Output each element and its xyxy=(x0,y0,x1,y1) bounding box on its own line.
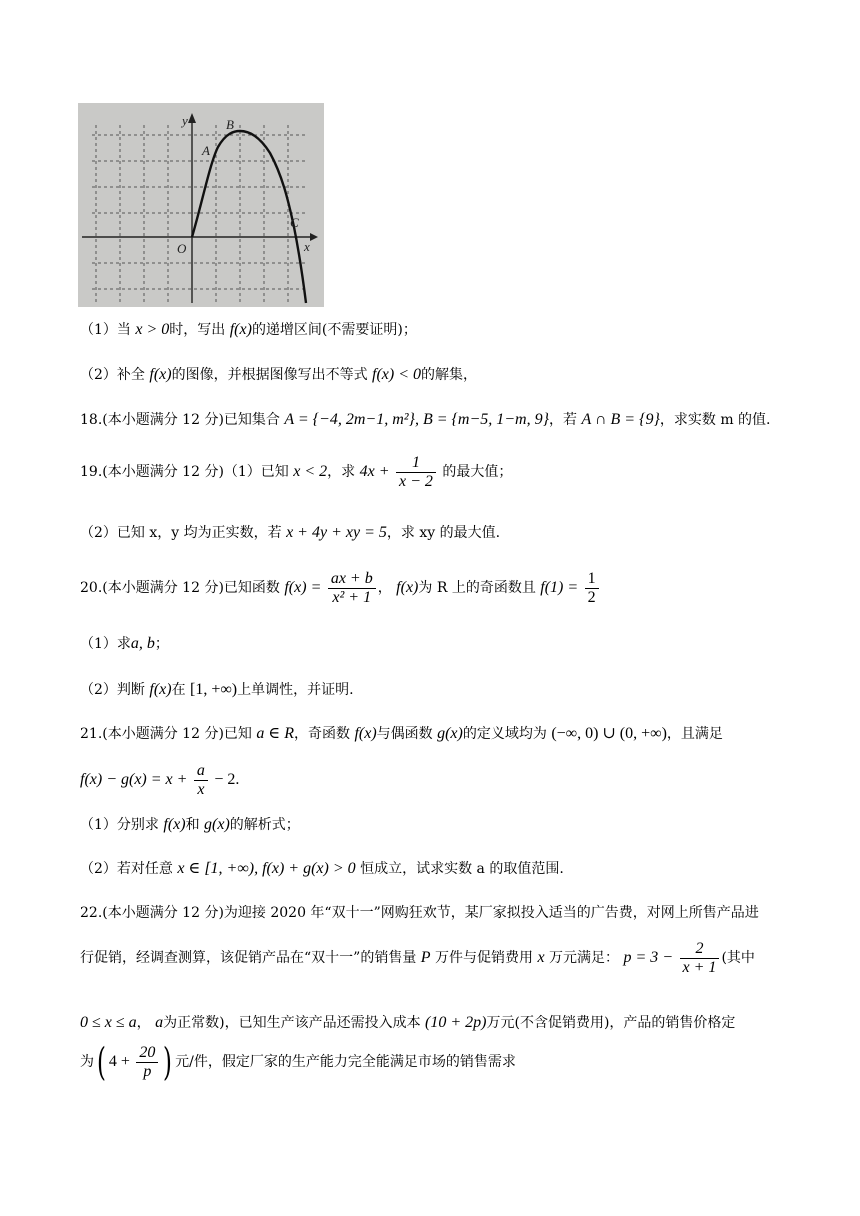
q17-p2-text-c: 的解集， xyxy=(421,367,478,383)
q22-line3 xyxy=(80,1013,735,1033)
q20-p2-text-c: 上单调性，并证明. xyxy=(237,682,354,698)
q17-p2-number: （2） xyxy=(80,367,117,383)
q22-l3-cost: (10 + 2p) xyxy=(425,1014,487,1031)
q19-p2-text-b: ，求 xy 的最大值. xyxy=(386,525,501,541)
q22-l3-var-a: a xyxy=(155,1014,164,1031)
q20-half-numerator: 1 xyxy=(585,570,599,589)
q19-expression-a: 4x + xyxy=(359,463,390,481)
q18-heading: 18.(本小题满分 12 分)已知集合 xyxy=(80,412,280,428)
q22-l2-var-x: x xyxy=(537,949,545,967)
q20 xyxy=(80,570,601,606)
q18-intersection-condition: A ∩ B = {9} xyxy=(581,411,660,428)
q22-l2-text-a: 行促销，经调查测算，该促销产品在“双十一”的销售量 xyxy=(80,950,417,967)
q17-part1 xyxy=(80,320,417,340)
q20-function-name: f(x) xyxy=(396,579,419,597)
q20-p2-function: f(x) xyxy=(149,681,172,698)
q21-mid-text-a: ，奇函数 xyxy=(293,726,350,742)
q22-l2-text-d: (其中 xyxy=(721,950,755,967)
q20-f1: f(1) = xyxy=(540,579,579,597)
q19-condition: x < 2 xyxy=(293,463,328,481)
q21 xyxy=(80,724,723,744)
q19-part2 xyxy=(80,523,500,543)
q21-p1-function-g: g(x) xyxy=(204,816,230,833)
q22-fraction xyxy=(680,940,720,976)
q22-l3-condition: 0 ≤ x ≤ a xyxy=(80,1014,137,1031)
q21-p1-text-c: 的解析式； xyxy=(229,817,300,833)
label-point-b: B xyxy=(226,117,234,132)
q21-p1-text-a: （1）分别求 xyxy=(80,817,159,833)
q18-tail-text: ，求实数 m 的值. xyxy=(659,412,771,428)
q19-mid-text: ，求 xyxy=(327,464,356,481)
q21-condition: a ∈ R xyxy=(256,725,294,742)
q22-l2-text-c: 万元满足： xyxy=(549,950,620,967)
q22-l3-text-b: 为正常数)，已知生产该产品还需投入成本 xyxy=(163,1015,421,1031)
q17-p1-number: （1） xyxy=(80,322,117,338)
q21-domain: (−∞, 0) ∪ (0, +∞) xyxy=(551,725,667,742)
q22-fraction-numerator: 2 xyxy=(680,940,720,959)
q21-fraction-denominator: x xyxy=(197,780,205,798)
q22-l3-comma: ， xyxy=(136,1015,151,1031)
q19-p2-text-a: （2）已知 x，y 均为正实数，若 xyxy=(80,525,282,541)
q20-p1-text-a: （1）求 xyxy=(80,636,131,652)
q22-heading-text: 22.(本小题满分 12 分)为迎接 2020 年“双十一”网购狂欢节，某厂家拟投入适当的广告费，对网上所售产品进 xyxy=(80,905,759,921)
q21-equation-line xyxy=(80,762,239,798)
q21-part2 xyxy=(80,859,564,879)
q21-p2-text-b: 恒成立，试求实数 a 的取值范围. xyxy=(360,861,564,877)
q21-mid-text-c: 的定义域均为 xyxy=(462,726,547,742)
q21-mid-text-b: 与偶函数 xyxy=(376,726,433,742)
function-graph-photo xyxy=(78,103,324,307)
q20-comma: ， xyxy=(377,580,392,597)
q22-l3-text-c: 万元(不含促销费用)，产品的销售价格定 xyxy=(486,1015,736,1031)
q21-fraction-numerator: a xyxy=(194,762,208,781)
q17-part2 xyxy=(80,365,477,385)
left-paren-glyph: ( xyxy=(96,1040,106,1084)
q17-p1-text-a: 当 xyxy=(116,322,131,338)
label-x: x xyxy=(304,239,310,254)
q20-fraction xyxy=(328,570,376,606)
q22-price-denominator: p xyxy=(143,1062,152,1080)
q19-fraction xyxy=(396,454,436,490)
q22-l2-text-b: 万件与促销费用 xyxy=(435,950,534,967)
q20-p2-text-b: 在 xyxy=(171,682,186,698)
q20-p2-text-a: （2）判断 xyxy=(80,682,145,698)
q19-p2-equation: x + 4y + xy = 5 xyxy=(286,524,387,541)
q17-p2-text-a: 补全 xyxy=(116,367,145,383)
q21-p1-function-f: f(x) xyxy=(163,816,186,833)
q17-p2-inequality: f(x) < 0 xyxy=(372,366,422,383)
q22-l4-text-b: 元/件，假定厂家的生产能力完全能满足市场的销售需求 xyxy=(175,1054,516,1070)
label-point-c: C xyxy=(290,215,299,230)
q19-heading: 19.(本小题满分 12 分)（1）已知 xyxy=(80,464,289,481)
q21-heading: 21.(本小题满分 12 分)已知 xyxy=(80,726,252,742)
q22-price-numerator: 20 xyxy=(136,1044,158,1063)
q21-p2-text-a: （2）若对任意 xyxy=(80,861,173,877)
q20-half-denominator: 2 xyxy=(587,588,596,606)
q20-part2 xyxy=(80,680,354,700)
q19-part1 xyxy=(80,454,512,490)
q17-p1-function: f(x) xyxy=(229,321,252,338)
q19-fraction-numerator: 1 xyxy=(396,454,436,473)
q20-fraction-numerator: ax + b xyxy=(328,570,376,589)
label-origin: O xyxy=(177,241,187,256)
q21-p1-text-b: 和 xyxy=(185,817,200,833)
q20-heading: 20.(本小题满分 12 分)已知函数 xyxy=(80,580,280,597)
q18-mid-text: ，若 xyxy=(549,412,578,428)
q20-part1 xyxy=(80,634,169,654)
q17-p2-text-b: 的图像，并根据图像写出不等式 xyxy=(171,367,368,383)
q22-line2 xyxy=(80,940,755,976)
q22-l2-var-p: P xyxy=(420,949,431,967)
q22-price-fraction xyxy=(136,1044,158,1080)
q18 xyxy=(80,410,771,430)
q20-p1-variables: a, b xyxy=(130,635,155,652)
q20-p1-text-b: ； xyxy=(154,636,169,652)
q22-fraction-denominator: x + 1 xyxy=(682,958,717,976)
label-point-a: A xyxy=(202,143,210,158)
q17-p1-text-c: 的递增区间(不需要证明)； xyxy=(251,322,417,338)
q21-equation-b: − 2. xyxy=(214,771,240,789)
q22-line1 xyxy=(80,903,759,923)
q21-function-g: g(x) xyxy=(437,725,463,742)
q22-line4 xyxy=(80,1040,516,1084)
label-y: y xyxy=(182,113,188,128)
q21-part1 xyxy=(80,815,300,835)
q18-sets: A = {−4, 2m−1, m²}, B = {m−5, 1−m, 9} xyxy=(284,411,550,428)
q21-equation-a: f(x) − g(x) = x + xyxy=(80,771,188,789)
q19-tail-text: 的最大值； xyxy=(442,464,513,481)
q21-function-f: f(x) xyxy=(354,725,377,742)
q17-p1-text-b: 时，写出 xyxy=(169,322,226,338)
q22-l2-equation: p = 3 − xyxy=(623,949,674,967)
q22-l4-inner: 4 + xyxy=(108,1053,130,1070)
q20-fraction-denominator: x² + 1 xyxy=(332,588,372,606)
q17-p1-condition: x > 0 xyxy=(135,321,170,338)
q20-p2-interval: [1, +∞) xyxy=(190,681,238,698)
q20-mid-text: 为 R 上的奇函数且 xyxy=(418,580,536,597)
q22-l4-text-a: 为 xyxy=(80,1054,94,1070)
q20-half-fraction xyxy=(585,570,599,606)
q17-p2-function: f(x) xyxy=(149,366,172,383)
q21-p2-expression: x ∈ [1, +∞), f(x) + g(x) > 0 xyxy=(177,860,356,877)
q19-fraction-denominator: x − 2 xyxy=(398,472,433,490)
q20-function-lhs: f(x) = xyxy=(284,579,322,597)
q21-tail-text: ，且满足 xyxy=(666,726,723,742)
q21-fraction xyxy=(194,762,208,798)
right-paren-glyph: ) xyxy=(163,1040,173,1084)
